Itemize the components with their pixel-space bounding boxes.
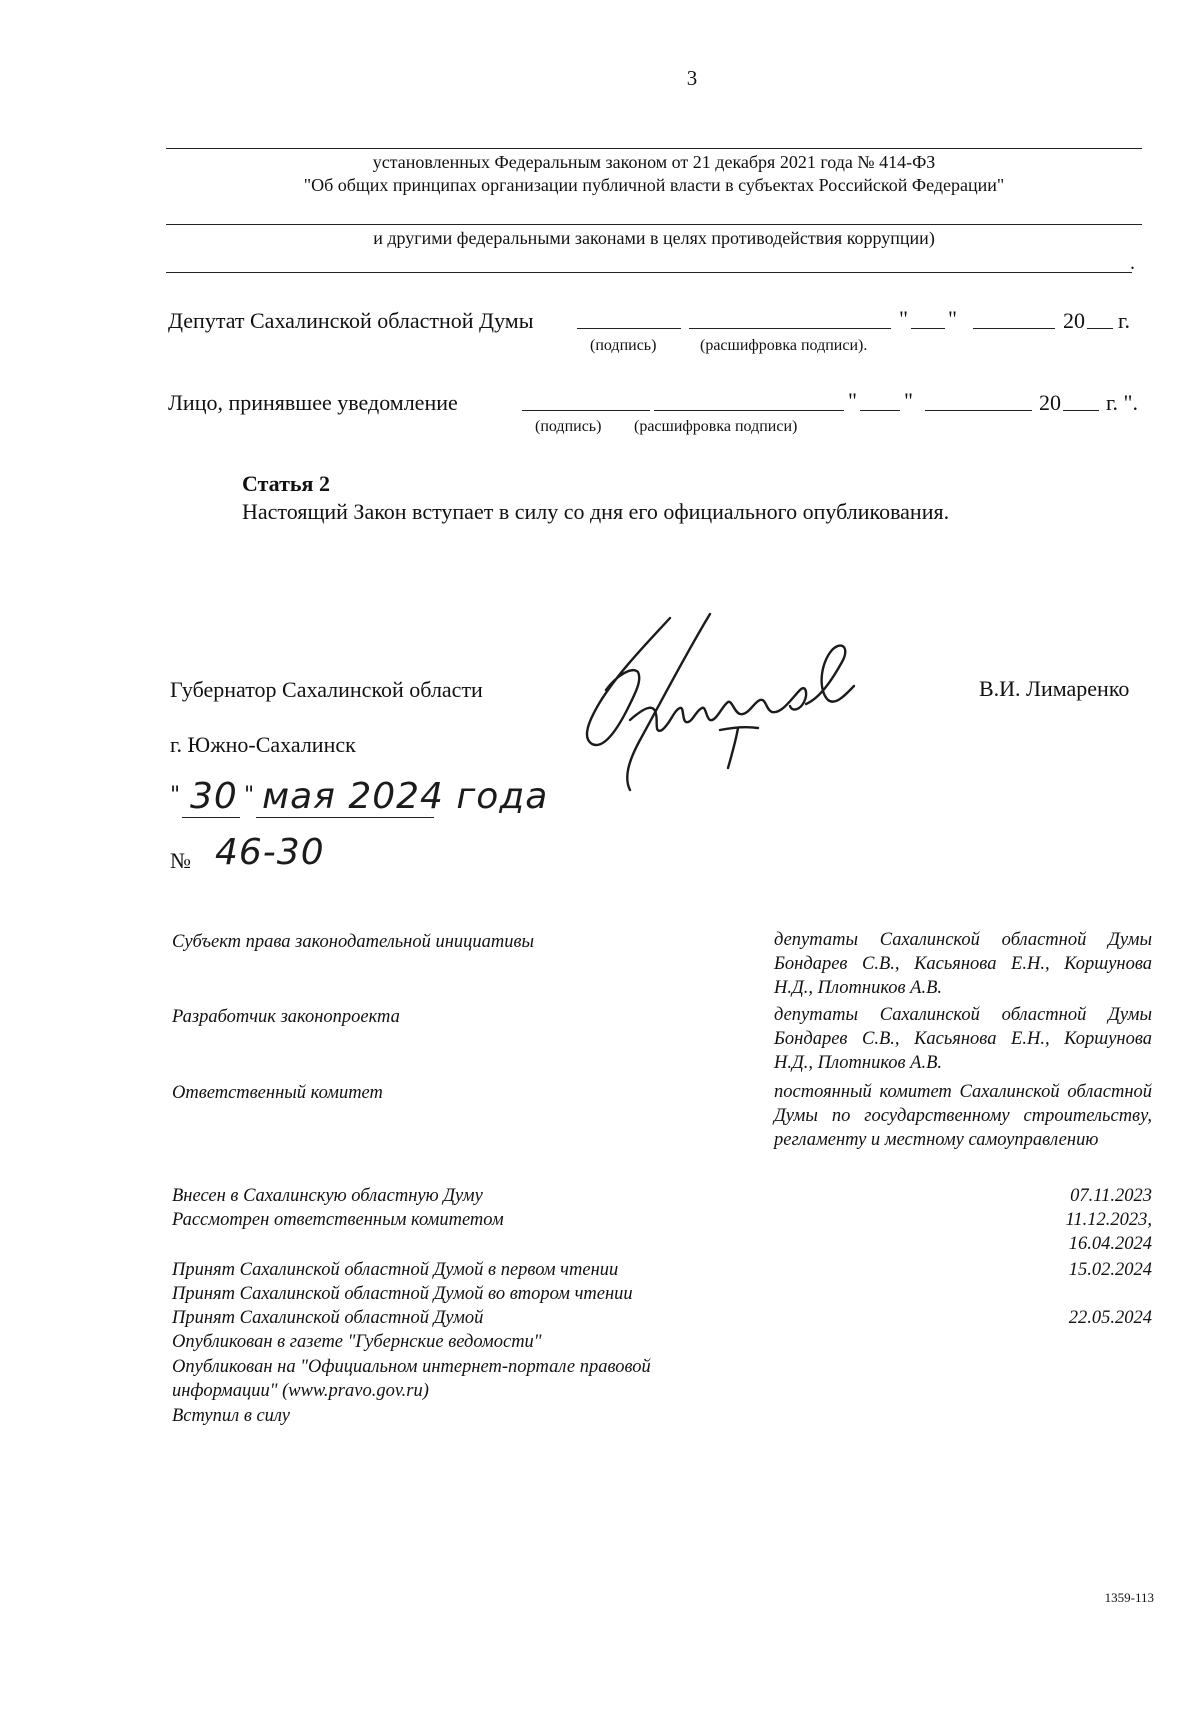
notice-caption-decoding: (расшифровка подписи) [634,418,798,435]
number-sign: № [170,848,191,873]
adopted-label: Принят Сахалинской областной Думой [172,1308,484,1328]
governor-title: Губернатор Сахалинской области [170,677,483,702]
city: г. Южно-Сахалинск [170,732,356,757]
initiative-label: Субъект права законодательной инициативы [172,932,535,952]
deputy-label: Депутат Сахалинской областной Думы [168,308,534,333]
date-close-quote: " [244,783,256,808]
published-newspaper-label: Опубликован в газете "Губернские ведомости" [172,1332,542,1352]
notice-year-prefix: 20 [1039,390,1061,415]
notice-year-blank [1063,390,1099,411]
submitted-date: 07.11.2023 [1070,1186,1152,1206]
deputy-month-blank [973,308,1055,329]
reviewed-date-1: 11.12.2023, [1065,1210,1152,1230]
first-reading-date: 15.02.2024 [1068,1260,1152,1280]
header-line-1: установленных Федеральным законом от 21 декабря 2021 года № 414-ФЗ [372,152,936,172]
notice-decoding-blank [654,390,844,411]
date-day: 30 [190,776,238,817]
governor-name: В.И. Лимаренко [979,676,1130,701]
date-rest: мая 2024 года [262,776,549,817]
notice-caption-signature: (подпись) [535,418,602,435]
published-portal-label-1: Опубликован на "Официальном интернет-портале правовой [172,1357,651,1377]
submitted-label: Внесен в Сахалинскую областную Думу [172,1186,483,1206]
committee-value: постоянный комитет Сахалинской областной Думы по государственному строительству, регламенту и местному самоуправлению [774,1082,1152,1150]
reviewed-date-2: 16.04.2024 [1068,1234,1152,1254]
page-number: 3 [686,66,698,90]
date-open-quote: " [170,783,182,808]
deputy-year-prefix: 20 [1063,308,1085,333]
article-heading: Статья 2 [242,471,330,496]
deputy-year-blank [1087,308,1113,329]
notice-signature-blank [522,390,650,411]
notice-quote-close: " [904,388,913,413]
header-end-dot: . [1130,252,1135,274]
deputy-signature-blank [577,308,681,329]
second-reading-label: Принят Сахалинской областной Думой во втором чтении [172,1284,633,1304]
notice-day-blank [860,390,900,411]
first-reading-label: Принят Сахалинской областной Думой в первом чтении [172,1260,619,1280]
developer-label: Разработчик законопроекта [172,1007,400,1027]
adopted-date: 22.05.2024 [1068,1308,1152,1328]
notice-month-blank [925,390,1032,411]
notice-label: Лицо, принявшее уведомление [168,390,458,415]
header-middle-rule [166,224,1142,225]
header-line-2: "Об общих принципах организации публичной власти в субъектах Российской Федерации" [303,175,1005,195]
footer-code: 1359-113 [1104,1590,1154,1605]
header-line-3: и другими федеральными законами в целях противодействия коррупции) [373,228,935,248]
entered-force-label: Вступил в силу [172,1406,290,1426]
deputy-quote-close: " [948,306,957,331]
header-bottom-rule [166,272,1132,273]
deputy-quote-open: " [899,306,908,331]
initiative-value: депутаты Сахалинской областной Думы Бондарев С.В., Касьянова Е.Н., Коршунова Н.Д., Плотников А.В. [774,930,1152,998]
deputy-decoding-blank [689,308,891,329]
article-text: Настоящий Закон вступает в силу со дня его официального опубликования. [242,499,950,524]
reviewed-label: Рассмотрен ответственным комитетом [172,1210,504,1230]
published-portal-label-2: информации" (www.pravo.gov.ru) [172,1381,429,1401]
header-top-rule [166,148,1142,149]
date-day-underline [182,817,240,818]
deputy-year-suffix: г. [1118,308,1131,333]
deputy-caption-signature: (подпись) [590,337,657,354]
date-rest-underline [256,817,434,818]
deputy-caption-decoding: (расшифровка подписи). [700,337,868,354]
committee-label: Ответственный комитет [172,1083,383,1103]
deputy-day-blank [911,308,945,329]
governor-signature [570,610,890,810]
number-value: 46-30 [215,832,325,873]
notice-year-suffix: г. ". [1106,390,1139,415]
developer-value: депутаты Сахалинской областной Думы Бондарев С.В., Касьянова Е.Н., Коршунова Н.Д., Плотников А.В. [774,1005,1152,1073]
notice-quote-open: " [848,388,857,413]
